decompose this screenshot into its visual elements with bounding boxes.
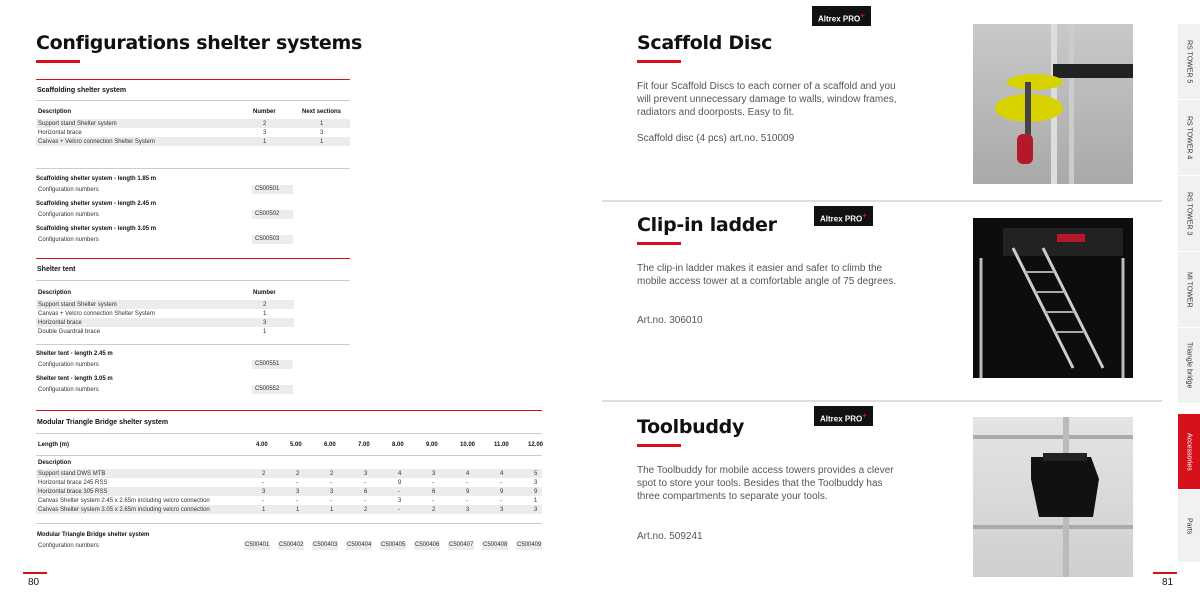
row-value: 4 bbox=[500, 470, 504, 477]
row-value: 3 bbox=[262, 488, 266, 495]
tab-label: Parts bbox=[1185, 517, 1193, 535]
config-title: Shelter tent - length 3.05 m bbox=[36, 376, 113, 382]
config-label: Configuration numbers bbox=[38, 186, 99, 193]
product-description: Fit four Scaffold Discs to each corner of a scaffold and you will prevent unnecessary damage to walls, window frames, radiators and doorposts. Easy to fit. bbox=[637, 81, 897, 118]
row-value: 4 bbox=[466, 470, 470, 477]
table-row bbox=[36, 137, 350, 146]
col-length-value: 8.00 bbox=[392, 441, 404, 448]
table-row bbox=[36, 119, 350, 128]
col-length-value: 4.00 bbox=[256, 441, 268, 448]
tab-label: Triangle bridge bbox=[1185, 342, 1193, 389]
page-number-right: 81 bbox=[1162, 577, 1174, 588]
row-description: Canvas Shelter system 3.05 x 2.65m including velcro connection bbox=[38, 506, 210, 513]
row-next: 3 bbox=[320, 129, 324, 136]
row-description: Support stand Shelter system bbox=[38, 301, 117, 308]
row-value: 9 bbox=[398, 479, 402, 486]
product-description: The clip-in ladder makes it easier and safer to climb the mobile access tower at a comfortable angle of 75 degrees. bbox=[637, 263, 897, 287]
product-title: Toolbuddy bbox=[637, 416, 745, 438]
col-length-value: 10.00 bbox=[460, 441, 476, 448]
page-number-bar bbox=[23, 572, 47, 574]
row-next: 1 bbox=[320, 120, 324, 127]
tab-label: MI TOWER bbox=[1185, 271, 1193, 308]
config-number: C500404 bbox=[347, 542, 372, 548]
row-value: - bbox=[398, 506, 400, 513]
row-value: 1 bbox=[534, 497, 538, 504]
config-row bbox=[36, 360, 296, 369]
row-value: 2 bbox=[364, 506, 368, 513]
row-value: - bbox=[500, 479, 502, 486]
table-row bbox=[36, 128, 350, 137]
table-row bbox=[36, 318, 294, 327]
section-divider bbox=[36, 410, 542, 411]
row-value: 1 bbox=[262, 506, 266, 513]
badge-text: Altrex PRO bbox=[820, 414, 863, 424]
toolbuddy-illustration bbox=[973, 417, 1133, 577]
col-length-value: 7.00 bbox=[358, 441, 370, 448]
config-number: C500407 bbox=[449, 542, 474, 548]
config-number: C500408 bbox=[483, 542, 508, 548]
row-value: 5 bbox=[534, 470, 538, 477]
toolbuddy-image bbox=[973, 417, 1133, 577]
table-row bbox=[36, 300, 294, 309]
row-number: 2 bbox=[263, 120, 267, 127]
row-number: 1 bbox=[263, 138, 267, 145]
row-number: 1 bbox=[263, 310, 267, 317]
row-value: 2 bbox=[296, 470, 300, 477]
row-description: Support stand Shelter system bbox=[38, 120, 117, 127]
title-underline bbox=[36, 60, 80, 63]
config-number: C500406 bbox=[415, 542, 440, 548]
badge-plus: + bbox=[862, 211, 867, 220]
page-number-left: 80 bbox=[28, 577, 40, 588]
config-number: C500551 bbox=[252, 360, 293, 369]
badge-plus: + bbox=[862, 411, 867, 420]
altrex-pro-badge bbox=[814, 406, 873, 426]
row-value: 9 bbox=[534, 488, 538, 495]
tab-rs-tower-5[interactable] bbox=[1178, 24, 1200, 100]
product-art-no: Art.no. 509241 bbox=[637, 531, 703, 542]
config-number: C500405 bbox=[381, 542, 406, 548]
config-row bbox=[36, 185, 296, 194]
divider bbox=[36, 168, 350, 169]
table-row bbox=[36, 469, 542, 478]
row-next: 1 bbox=[320, 138, 324, 145]
section-divider bbox=[36, 79, 350, 80]
tab-accessories[interactable] bbox=[1178, 414, 1200, 490]
scaffolding-table bbox=[36, 107, 350, 146]
col-length-value: 5.00 bbox=[290, 441, 302, 448]
divider bbox=[36, 344, 350, 345]
config-title: Shelter tent - length 2.45 m bbox=[36, 351, 113, 357]
product-separator bbox=[602, 400, 1162, 402]
table-header-row bbox=[36, 107, 350, 116]
divider bbox=[36, 433, 542, 434]
product-separator bbox=[602, 200, 1162, 202]
product-title: Scaffold Disc bbox=[637, 32, 773, 54]
row-value: 2 bbox=[432, 506, 436, 513]
tab-parts[interactable] bbox=[1178, 490, 1200, 563]
row-value: - bbox=[466, 497, 468, 504]
row-value: 2 bbox=[330, 470, 334, 477]
config-row bbox=[36, 385, 296, 394]
row-value: - bbox=[330, 479, 332, 486]
tab-rs-tower-3[interactable] bbox=[1178, 176, 1200, 252]
scaffolding-configs bbox=[36, 176, 296, 244]
badge-text: Altrex PRO bbox=[818, 14, 861, 24]
config-number: C500503 bbox=[252, 235, 293, 244]
table-header-row bbox=[36, 288, 294, 297]
row-value: 6 bbox=[364, 488, 368, 495]
col-number: Number bbox=[253, 289, 276, 296]
table-row bbox=[36, 487, 542, 496]
title-underline bbox=[637, 242, 681, 245]
section-heading-tent: Shelter tent bbox=[37, 266, 76, 273]
tab-label: RS TOWER 3 bbox=[1185, 191, 1193, 236]
scaffold-disc-image bbox=[973, 24, 1133, 184]
config-label: Configuration numbers bbox=[38, 211, 99, 218]
col-number: Number bbox=[253, 108, 276, 115]
row-value: 3 bbox=[296, 488, 300, 495]
row-description: Horizontal brace bbox=[38, 319, 82, 326]
table-row bbox=[36, 496, 542, 505]
row-value: - bbox=[330, 497, 332, 504]
row-description: Horizontal brace 245 RSS bbox=[38, 479, 108, 486]
page-number-bar bbox=[1153, 572, 1177, 574]
product-description: The Toolbuddy for mobile access towers provides a clever spot to store your tools. Besides that the Toolbuddy has three compartments to separate your tools. bbox=[637, 465, 894, 502]
row-value: 9 bbox=[466, 488, 470, 495]
row-description: Canvas Shelter system 2.45 x 2.65m including velcro connection bbox=[38, 497, 210, 504]
clip-in-ladder-illustration bbox=[973, 218, 1133, 378]
altrex-pro-badge bbox=[814, 206, 873, 226]
col-length: Length (m) bbox=[38, 441, 69, 448]
clip-in-ladder-image bbox=[973, 218, 1133, 378]
table-header-row bbox=[36, 440, 542, 449]
row-value: 3 bbox=[398, 497, 402, 504]
row-value: 4 bbox=[398, 470, 402, 477]
row-value: 1 bbox=[330, 506, 334, 513]
row-value: - bbox=[398, 488, 400, 495]
col-length-value: 9.00 bbox=[426, 441, 438, 448]
config-label: Configuration numbers bbox=[38, 236, 99, 243]
row-description: Double Guardrail brace bbox=[38, 328, 101, 335]
badge-text: Altrex PRO bbox=[820, 214, 863, 224]
config-label: Configuration numbers bbox=[38, 542, 99, 549]
section-heading-scaffolding: Scaffolding shelter system bbox=[37, 87, 127, 94]
col-description: Description bbox=[38, 460, 72, 466]
config-title: Scaffolding shelter system - length 1.85 m bbox=[36, 176, 157, 182]
section-divider bbox=[36, 258, 350, 259]
col-next-sections: Next sections bbox=[302, 108, 342, 115]
row-value: 1 bbox=[296, 506, 300, 513]
config-number: C500403 bbox=[313, 542, 338, 548]
section-heading-bridge: Modular Triangle Bridge shelter system bbox=[37, 419, 169, 426]
altrex-pro-badge bbox=[812, 6, 871, 26]
divider bbox=[36, 523, 542, 524]
divider bbox=[36, 100, 350, 101]
row-value: 3 bbox=[432, 470, 436, 477]
divider bbox=[36, 280, 350, 281]
row-value: 3 bbox=[330, 488, 334, 495]
config-row bbox=[36, 210, 296, 219]
row-value: - bbox=[296, 479, 298, 486]
row-value: 3 bbox=[500, 506, 504, 513]
title-underline bbox=[637, 444, 681, 447]
tab-triangle-bridge[interactable] bbox=[1178, 328, 1200, 404]
tab-rs-tower-4[interactable] bbox=[1178, 100, 1200, 176]
table-row bbox=[36, 309, 294, 318]
product-art-no: Art.no. 306010 bbox=[637, 315, 703, 326]
badge-plus: + bbox=[860, 11, 865, 20]
row-value: - bbox=[500, 497, 502, 504]
tent-configs bbox=[36, 351, 296, 394]
tab-label: RS TOWER 5 bbox=[1185, 39, 1193, 84]
config-number: C500409 bbox=[517, 542, 542, 548]
row-description: Horizontal brace bbox=[38, 129, 82, 136]
row-value: - bbox=[432, 479, 434, 486]
row-value: - bbox=[432, 497, 434, 504]
config-number: C500501 bbox=[252, 185, 293, 194]
page-title: Configurations shelter systems bbox=[36, 32, 362, 54]
tab-label: RS TOWER 4 bbox=[1185, 115, 1193, 160]
config-row bbox=[36, 541, 542, 550]
title-underline bbox=[637, 60, 681, 63]
table-row bbox=[36, 478, 542, 487]
row-description: Canvas + Velcro connection Shelter System bbox=[38, 310, 155, 317]
row-value: - bbox=[296, 497, 298, 504]
row-description: Horizontal brace 305 RSS bbox=[38, 488, 108, 495]
scaffold-disc-illustration bbox=[973, 24, 1133, 184]
row-value: 3 bbox=[466, 506, 470, 513]
col-description: Description bbox=[38, 108, 72, 115]
row-value: 3 bbox=[534, 479, 538, 486]
row-description: Canvas + Velcro connection Shelter System bbox=[38, 138, 155, 145]
row-value: - bbox=[262, 497, 264, 504]
config-title: Modular Triangle Bridge shelter system bbox=[37, 532, 150, 538]
config-label: Configuration numbers bbox=[38, 361, 99, 368]
col-length-value: 11.00 bbox=[494, 441, 509, 448]
row-value: 9 bbox=[500, 488, 504, 495]
row-number: 1 bbox=[263, 328, 267, 335]
row-value: 6 bbox=[432, 488, 436, 495]
config-title: Scaffolding shelter system - length 3.05 m bbox=[36, 226, 157, 232]
table-row bbox=[36, 327, 294, 336]
row-number: 3 bbox=[263, 319, 267, 326]
tab-mi-tower[interactable] bbox=[1178, 252, 1200, 328]
col-length-value: 6.00 bbox=[324, 441, 336, 448]
tent-table bbox=[36, 288, 294, 336]
row-value: 3 bbox=[364, 470, 368, 477]
config-number: C500402 bbox=[279, 542, 304, 548]
row-value: - bbox=[364, 497, 366, 504]
config-number: C500401 bbox=[245, 542, 270, 548]
config-row bbox=[36, 235, 296, 244]
col-description: Description bbox=[38, 289, 72, 296]
row-description: Support stand DWS MTB bbox=[38, 470, 106, 477]
col-length-value: 12.00 bbox=[528, 441, 544, 448]
table-row bbox=[36, 505, 542, 514]
row-value: - bbox=[262, 479, 264, 486]
row-number: 3 bbox=[263, 129, 267, 136]
row-number: 2 bbox=[263, 301, 267, 308]
row-value: 3 bbox=[534, 506, 538, 513]
bridge-table bbox=[36, 440, 542, 514]
config-title: Scaffolding shelter system - length 2.45 m bbox=[36, 201, 157, 207]
product-title: Clip-in ladder bbox=[637, 214, 777, 236]
row-value: 2 bbox=[262, 470, 266, 477]
config-number: C500552 bbox=[252, 385, 293, 394]
config-label: Configuration numbers bbox=[38, 386, 99, 393]
product-art-no: Scaffold disc (4 pcs) art.no. 510009 bbox=[637, 133, 795, 144]
config-number: C500502 bbox=[252, 210, 293, 219]
bridge-rows bbox=[36, 469, 542, 514]
row-value: - bbox=[466, 479, 468, 486]
tab-label: Accessories bbox=[1185, 432, 1193, 471]
row-value: - bbox=[364, 479, 366, 486]
